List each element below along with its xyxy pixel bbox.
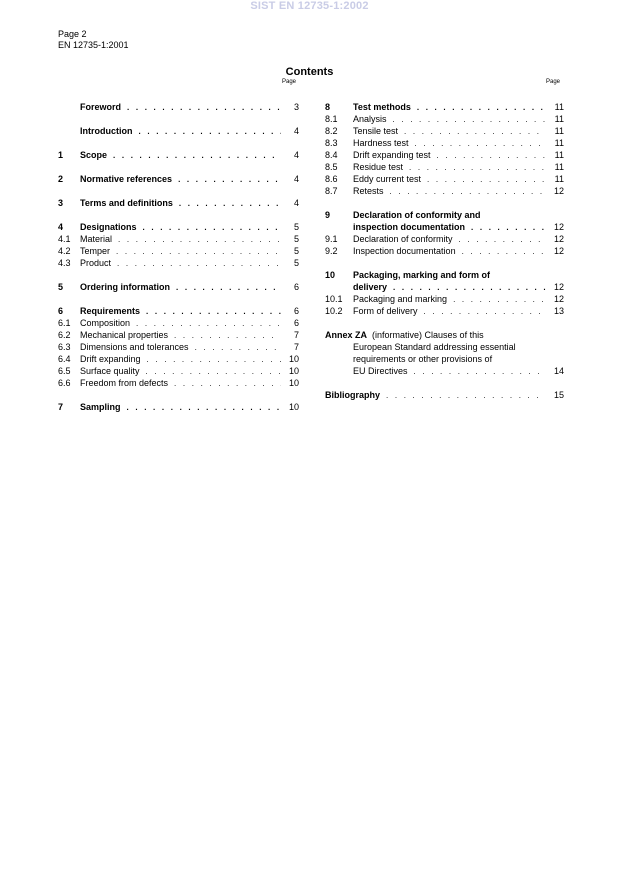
toc-entry[interactable] [58,353,299,365]
toc-entry-number: 8.6 [325,174,338,184]
toc-entry-title: Product [80,258,112,268]
toc-entry-title: Declaration of conformity [353,234,453,244]
toc-entry-number: 8.7 [325,186,338,196]
contents-title: Contents [285,66,334,78]
toc-entry-title: Surface quality [80,366,140,376]
toc-entry-page: 10 [288,366,299,376]
toc-entry-page: 13 [553,306,564,316]
annex-title-line: EU Directives [353,366,408,376]
toc-entry-page: 12 [553,282,564,292]
toc-entry[interactable] [58,101,299,113]
page-number: Page 2 [58,29,87,39]
toc-entry-title: Introduction [80,126,133,136]
toc-entry[interactable] [58,317,299,329]
toc-entry-title: Form of delivery [353,306,418,316]
watermark-header: SIST EN 12735-1:2002 [250,0,369,12]
leader-dots [143,222,281,234]
toc-entry[interactable] [58,149,299,161]
toc-entry[interactable] [325,113,564,125]
leader-dots [393,114,546,126]
toc-entry-number: 10.1 [325,294,343,304]
toc-entry-number: 9.1 [325,234,338,244]
toc-entry-number: 8.5 [325,162,338,172]
leader-dots [127,402,281,414]
toc-entry[interactable] [58,221,299,233]
toc-entry-number: 6 [58,306,64,316]
leader-dots [116,246,281,258]
leader-dots [118,234,281,246]
toc-entry-number: 8 [325,102,331,112]
toc-entry-title: Foreword [80,102,122,112]
toc-entry-page: 10 [288,354,299,364]
toc-entry-page: 3 [293,102,299,112]
leader-dots [437,150,546,162]
toc-entry-number: 10.2 [325,306,343,316]
leader-dots [178,174,281,186]
annex-title-line: (informative) Clauses of this [372,330,484,340]
toc-entry[interactable] [325,137,564,149]
toc-entry-page: 5 [293,222,299,232]
toc-entry-title: Designations [80,222,137,232]
toc-entry-number: 8.3 [325,138,338,148]
toc-entry-page: 11 [554,126,564,136]
toc-entry-title: Packaging and marking [353,294,448,304]
toc-entry-page: 10 [288,378,299,388]
toc-entry-number: 4.2 [58,246,71,256]
toc-entry-title: Analysis [353,114,387,124]
toc-entry-page: 5 [293,258,299,268]
leader-dots [113,150,281,162]
leader-dots [146,306,281,318]
toc-entry-title: Test methods [353,102,411,112]
toc-entry-title: Ordering information [80,282,170,292]
toc-entry[interactable] [325,125,564,137]
toc-entry-number: 5 [58,282,64,292]
toc-entry-continuation[interactable] [325,221,564,233]
toc-entry-title: Tensile test [353,126,399,136]
toc-entry-title: Inspection documentation [353,246,456,256]
toc-entry-page: 12 [553,222,564,232]
toc-left-column [58,101,299,413]
toc-entry-page: 14 [553,366,564,376]
toc-entry-number: 2 [58,174,64,184]
leader-dots [404,126,546,138]
toc-entry-page: 11 [554,114,564,124]
toc-entry-title: Terms and definitions [80,198,173,208]
toc-entry[interactable] [58,245,299,257]
leader-dots [117,258,281,270]
toc-entry-title: Bibliography [325,390,381,400]
toc-entry[interactable] [325,185,564,197]
toc-entry-number: 7 [58,402,64,412]
toc-entry-title: Freedom from defects [80,378,169,388]
annex-title-line: requirements or other provisions of [353,354,493,364]
toc-entry-title: Sampling [80,402,121,412]
leader-dots [462,246,546,258]
toc-entry-page: 12 [553,186,564,196]
toc-entry[interactable] [325,173,564,185]
toc-entry-number: 6.3 [58,342,71,352]
toc-entry-title: Residue test [353,162,404,172]
toc-entry-page: 6 [293,318,299,328]
leader-dots [179,198,281,210]
toc-entry-page: 11 [554,162,564,172]
toc-entry-page: 6 [293,306,299,316]
toc-entry-title: delivery [353,282,388,292]
toc-entry[interactable] [325,149,564,161]
toc-entry[interactable] [58,377,299,389]
toc-entry-page: 5 [293,246,299,256]
toc-entry-number: 8.1 [325,114,338,124]
toc-entry[interactable] [325,101,564,113]
toc-entry-number: 3 [58,198,64,208]
toc-entry[interactable] [325,305,564,317]
toc-entry[interactable] [58,305,299,317]
toc-entry-page: 12 [553,234,564,244]
toc-entry[interactable] [325,209,564,221]
toc-entry-page: 11 [554,150,564,160]
toc-entry-title: Mechanical properties [80,330,169,340]
toc-entry-number: 4 [58,222,64,232]
toc-entry-page: 11 [554,174,564,184]
toc-entry-page: 15 [553,390,564,400]
toc-entry-number: 4.1 [58,234,71,244]
toc-entry-title: Packaging, marking and form of [353,270,491,280]
toc-entry-page: 7 [293,330,299,340]
toc-entry-title: Drift expanding [80,354,141,364]
toc-entry[interactable] [58,401,299,413]
leader-dots [471,222,546,234]
leader-dots [453,294,546,306]
annex-label: Annex ZA [325,330,368,340]
toc-entry-title: Hardness test [353,138,409,148]
toc-entry-number: 6.5 [58,366,71,376]
toc-entry[interactable] [58,341,299,353]
toc-entry-page: 4 [293,174,299,184]
toc-entry-number: 6.4 [58,354,71,364]
toc-entry-title: Material [80,234,113,244]
toc-entry[interactable] [325,269,564,281]
toc-entry[interactable] [58,233,299,245]
toc-entry[interactable] [58,173,299,185]
toc-entry[interactable] [58,281,299,293]
leader-dots [386,390,546,402]
toc-entry[interactable] [58,257,299,269]
toc-entry[interactable] [325,233,564,245]
toc-entry-number: 6.2 [58,330,71,340]
toc-entry-number: 8.4 [325,150,338,160]
toc-entry-title: Temper [80,246,111,256]
leader-dots [174,330,281,342]
toc-entry-page: 11 [554,102,564,112]
toc-entry-title: Normative references [80,174,173,184]
toc-entry-title: Declaration of conformity and [353,210,481,220]
toc-entry-title: Retests [353,186,384,196]
toc-entry-page: 6 [293,282,299,292]
page-column-label-left: Page [282,79,297,85]
toc-entry-page: 5 [293,234,299,244]
leader-dots [147,354,281,366]
toc-annex-entry-last[interactable] [325,365,564,377]
toc-entry-title: Dimensions and tolerances [80,342,189,352]
toc-entry-page: 7 [293,342,299,352]
toc-entry-title: Requirements [80,306,141,316]
leader-dots [127,102,281,114]
leader-dots [409,162,546,174]
toc-entry[interactable] [58,365,299,377]
toc-entry-continuation[interactable] [325,281,564,293]
leader-dots [415,138,546,150]
leader-dots [414,366,546,378]
toc-entry-title: inspection documentation [353,222,466,232]
leader-dots [424,306,546,318]
toc-entry-number: 9.2 [325,246,338,256]
toc-entry-page: 4 [293,198,299,208]
page-header [58,29,129,51]
toc-entry[interactable] [58,197,299,209]
toc-entry-page: 12 [553,294,564,304]
toc-entry-page: 4 [293,150,299,160]
toc-entry-page: 4 [293,126,299,136]
annex-title-line: European Standard addressing essential [353,342,516,352]
toc-entry-number: 4.3 [58,258,71,268]
toc-entry-number: 6.6 [58,378,71,388]
toc-entry[interactable] [325,245,564,257]
toc-entry[interactable] [325,389,564,401]
leader-dots [176,282,281,294]
leader-dots [139,126,282,138]
toc-entry[interactable] [58,329,299,341]
toc-entry[interactable] [325,293,564,305]
toc-entry-page: 10 [288,402,299,412]
toc-right-column [325,101,564,401]
standard-id: EN 12735-1:2001 [58,40,129,50]
toc-entry-title: Scope [80,150,108,160]
leader-dots [417,102,546,114]
toc-entry-page: 12 [553,246,564,256]
toc-entry-number: 9 [325,210,331,220]
page-column-label-right: Page [546,79,561,85]
toc-entry[interactable] [325,161,564,173]
toc-annex-entry[interactable] [325,329,564,341]
leader-dots [459,234,546,246]
leader-dots [195,342,281,354]
toc-entry-page: 11 [554,138,564,148]
toc-entry-title: Eddy current test [353,174,422,184]
toc-entry-title: Drift expanding test [353,150,431,160]
toc-entry-number: 8.2 [325,126,338,136]
toc-entry-title: Composition [80,318,131,328]
leader-dots [174,378,281,390]
toc-entry-number: 6.1 [58,318,71,328]
leader-dots [390,186,546,198]
toc-entry-number: 1 [58,150,64,160]
toc-entry-number: 10 [325,270,336,280]
leader-dots [427,174,546,186]
toc-entry[interactable] [58,125,299,137]
